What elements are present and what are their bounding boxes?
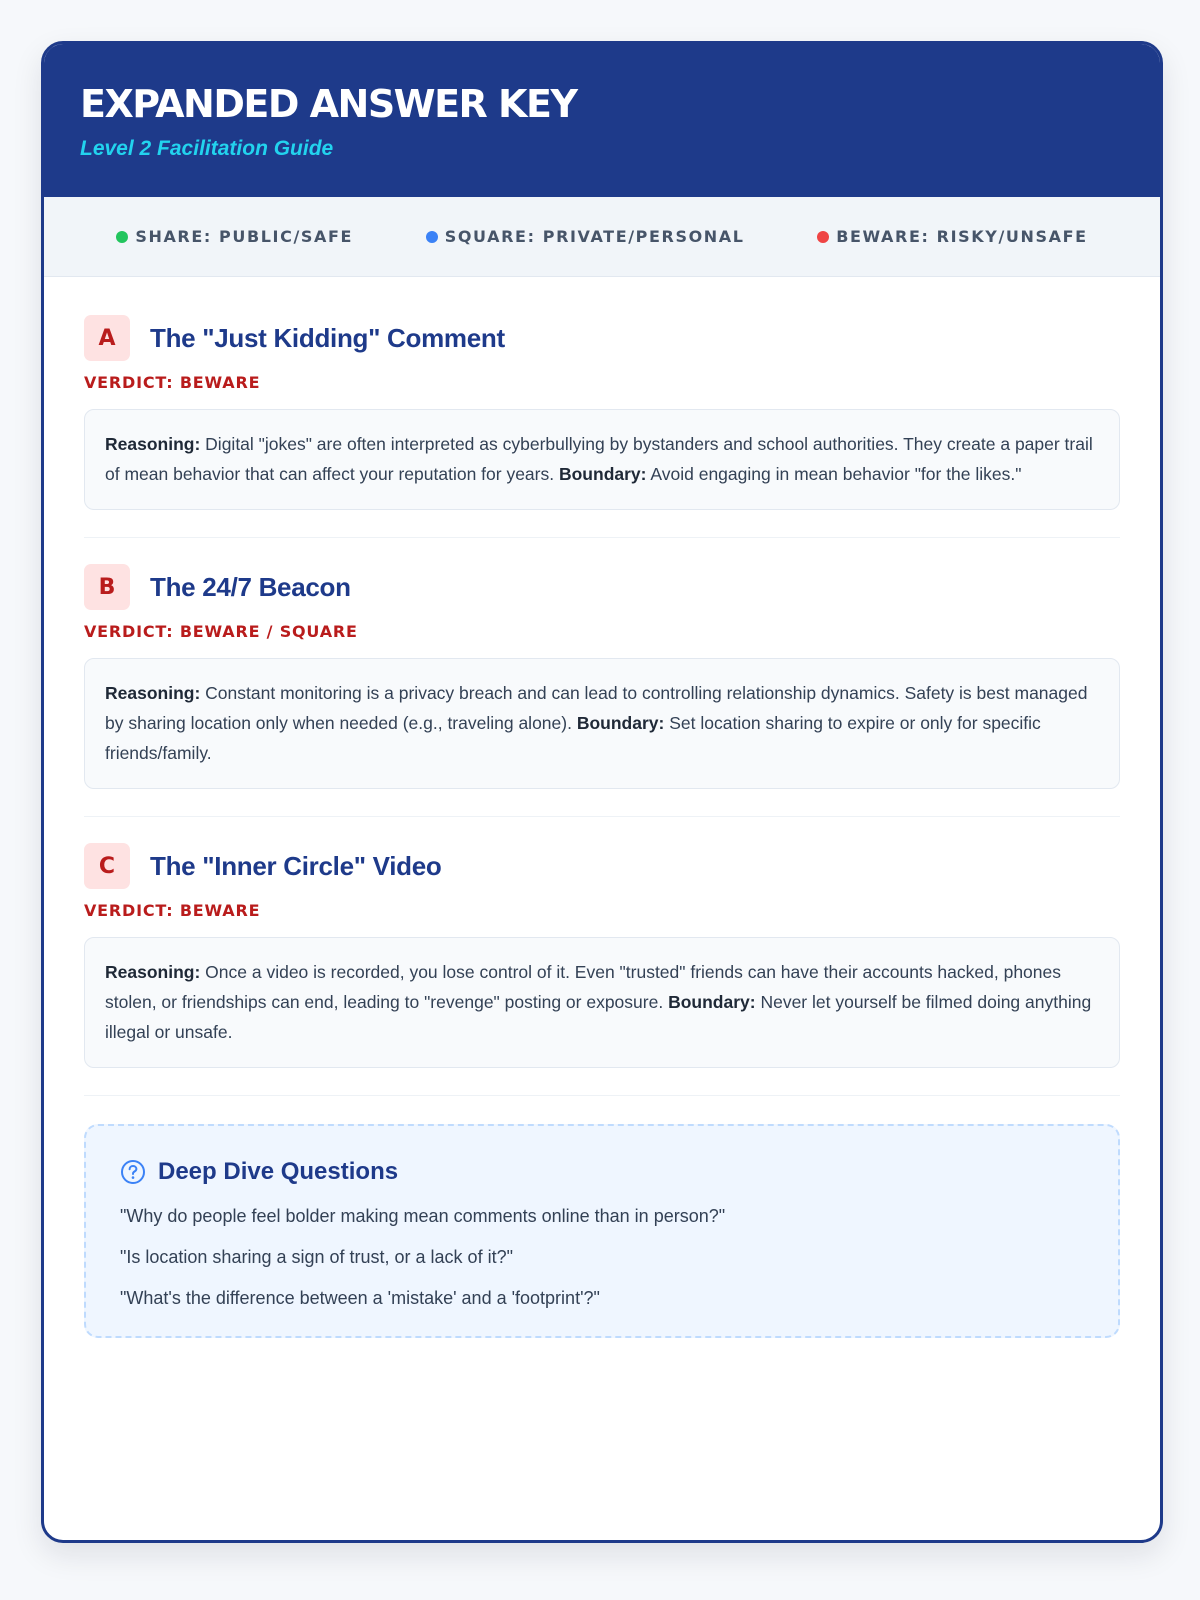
legend-label: SHARE: PUBLIC/SAFE (135, 227, 354, 246)
red-dot-icon (817, 231, 829, 243)
scenario-c (84, 843, 1120, 1096)
scenario-title: The 24/7 Beacon (150, 571, 351, 602)
reasoning-box (84, 937, 1120, 1068)
reasoning-box (84, 409, 1120, 510)
boundary-label: Boundary: (668, 992, 756, 1012)
question-item: "Is location sharing a sign of trust, or a lack of it?" (120, 1247, 513, 1267)
page-subtitle: Level 2 Facilitation Guide (80, 137, 334, 160)
legend-label: SQUARE: PRIVATE/PERSONAL (444, 227, 745, 246)
reasoning-text: Once a video is recorded, you lose control of it. Even "trusted" friends can have their accounts hacked, phones stolen, or friendships can end, leading to "revenge" posting or exposure. (105, 962, 1061, 1012)
legend-item-share (116, 227, 353, 246)
reasoning-box (84, 658, 1120, 789)
boundary-label: Boundary: (558, 464, 647, 484)
scenario-title: The "Inner Circle" Video (150, 850, 442, 881)
boundary-text: Avoid engaging in mean behavior "for the likes." (650, 464, 1022, 484)
scenario-title: The "Just Kidding" Comment (150, 322, 505, 353)
boundary-text: Set location sharing to expire or only for specific friends/family. (105, 713, 1041, 763)
question-item: "Why do people feel bolder making mean comments online than in person?" (120, 1206, 726, 1226)
scenario-a (84, 315, 1120, 538)
question-circle-icon (120, 1159, 146, 1185)
scenario-header (84, 843, 1120, 889)
boundary-label: Boundary: (576, 713, 665, 733)
question-item: "What's the difference between a 'mistake' and a 'footprint'?" (120, 1288, 600, 1308)
page-title: EXPANDED ANSWER KEY (80, 82, 577, 126)
reasoning-label: Reasoning: (105, 683, 201, 703)
legend-label: BEWARE: RISKY/UNSAFE (836, 227, 1088, 246)
legend-item-square (426, 227, 745, 246)
deep-dive-box (84, 1124, 1120, 1338)
green-dot-icon (116, 231, 128, 243)
verdict: VERDICT: BEWARE (84, 901, 261, 920)
scenario-header (84, 315, 1120, 361)
boundary-text: Never let yourself be filmed doing anything illegal or unsafe. (105, 992, 1092, 1042)
reasoning-label: Reasoning: (105, 962, 201, 982)
legend (44, 197, 1160, 277)
deep-dive-header (120, 1158, 1084, 1186)
reasoning-label: Reasoning: (105, 434, 201, 454)
header (44, 44, 1160, 197)
letter-badge: A (84, 315, 130, 361)
answer-key-card (41, 41, 1163, 1543)
legend-item-beware (817, 227, 1087, 246)
scenario-b (84, 564, 1120, 817)
reasoning-text: Digital "jokes" are often interpreted as cyberbullying by bystanders and school authorities. They create a paper trail of mean behavior that can affect your reputation for years. (105, 434, 1093, 484)
scenario-header (84, 564, 1120, 610)
verdict: VERDICT: BEWARE (84, 373, 261, 392)
deep-dive-title: Deep Dive Questions (158, 1158, 399, 1185)
letter-badge: C (84, 843, 130, 889)
blue-dot-icon (426, 231, 438, 243)
content (44, 277, 1160, 1338)
verdict: VERDICT: BEWARE / SQUARE (84, 622, 358, 641)
letter-badge: B (84, 564, 130, 610)
reasoning-text: Constant monitoring is a privacy breach and can lead to controlling relationship dynamics. Safety is best managed by sharing location only when needed (e.g., traveling alone). (105, 683, 1088, 733)
